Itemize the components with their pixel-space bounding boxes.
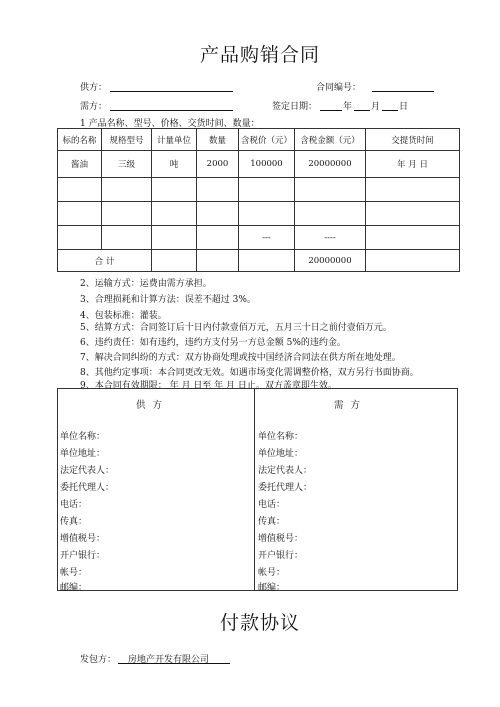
supplier-fax-field[interactable]: 传真： (60, 517, 88, 527)
table-row (58, 178, 460, 202)
supplier-label: 供方： (80, 83, 108, 93)
cell-quantity[interactable] (197, 178, 239, 202)
table-row (58, 151, 460, 178)
sign-month-line[interactable] (354, 110, 370, 111)
cell-unit[interactable] (152, 202, 197, 226)
cell-delivery-time[interactable] (366, 226, 460, 250)
header-spec: 规格型号 (102, 129, 152, 151)
contract-no-label: 合同编号： (316, 83, 362, 93)
supplier-account-field[interactable]: 帐号： (60, 568, 88, 578)
supplier-company-name-field[interactable]: 单位名称： (60, 432, 106, 442)
table-row (58, 202, 460, 226)
buyer-phone-field[interactable]: 电话： (258, 500, 286, 510)
cell-amount[interactable]: 20000000 (295, 151, 366, 178)
buyer-label: 需方： (80, 102, 108, 112)
total-empty-cell (152, 250, 197, 272)
supplier-legal-rep-field[interactable]: 法定代表人： (60, 466, 115, 476)
total-empty-cell (239, 250, 295, 272)
supplier-phone-field[interactable]: 电话： (60, 500, 88, 510)
clause-8: 8、其他约定事项：本合同更改无效。如遇市场变化需调整价格，双方另行书面协商。 (80, 368, 419, 378)
cell-unit-price[interactable] (239, 178, 295, 202)
total-value[interactable]: 20000000 (295, 250, 366, 272)
cell-amount[interactable] (295, 178, 366, 202)
signature-divider (254, 389, 255, 590)
buyer-input-line[interactable] (110, 110, 233, 111)
cell-spec[interactable] (102, 202, 152, 226)
total-empty-cell (197, 250, 239, 272)
clause-6: 6、违约责任：如有违约，违约方支付另一方总金额 5%的违约金。 (80, 338, 346, 348)
contract-title: 产品购销合同 (200, 44, 321, 66)
sign-day-label: 日 (399, 102, 409, 112)
supplier-header: 供 方 (136, 400, 165, 411)
cell-quantity[interactable] (197, 202, 239, 226)
cell-unit-price[interactable]: --- (239, 226, 295, 250)
header-quantity: 数量 (197, 129, 239, 151)
product-table (57, 128, 460, 272)
contractor-underline (118, 663, 230, 664)
total-empty-cell (366, 250, 460, 272)
header-delivery-time: 交提货时间 (366, 129, 460, 151)
cell-quantity[interactable]: 2000 (197, 151, 239, 178)
supplier-postcode-field[interactable]: 邮编： (60, 583, 88, 593)
cell-unit[interactable] (152, 178, 197, 202)
buyer-bank-field[interactable]: 开户银行： (258, 551, 304, 561)
cell-unit-price[interactable]: 100000 (239, 151, 295, 178)
clause-4: 4、包装标准：灌装。 (80, 311, 167, 321)
header-item-name: 标的名称 (58, 129, 102, 151)
cell-quantity[interactable] (197, 226, 239, 250)
cell-delivery-time[interactable] (366, 178, 460, 202)
clause-7: 7、解决合同纠纷的方式：双方协商处理或按中国经济合同法在供方所在地处理。 (80, 353, 401, 363)
cell-unit[interactable] (152, 226, 197, 250)
sign-day-line[interactable] (382, 110, 398, 111)
supplier-bank-field[interactable]: 开户银行： (60, 551, 106, 561)
clause-3: 3、合理损耗和计算方法：误差不超过 3%。 (80, 295, 256, 305)
cell-item-name[interactable] (58, 226, 102, 250)
sign-month-label: 月 (371, 102, 381, 112)
header-unit-price: 含税价（元） (239, 129, 295, 151)
header-unit: 计量单位 (152, 129, 197, 151)
cell-spec[interactable] (102, 226, 152, 250)
sign-year-label: 年 (343, 102, 353, 112)
supplier-address-field[interactable]: 单位地址： (60, 449, 106, 459)
buyer-company-name-field[interactable]: 单位名称： (258, 432, 304, 442)
clause-5: 5、结算方式：合同签订后十日内付款壹佰万元，五月三十日之前付壹佰万元。 (80, 323, 392, 333)
cell-amount[interactable] (295, 202, 366, 226)
signature-block (57, 388, 458, 591)
table-header-row (58, 129, 460, 151)
cell-amount[interactable]: ---- (295, 226, 366, 250)
table-row (58, 226, 460, 250)
cell-spec[interactable] (102, 178, 152, 202)
supplier-input-line[interactable] (110, 91, 233, 92)
buyer-agent-field[interactable]: 委托代理人： (258, 483, 313, 493)
cell-item-name[interactable] (58, 178, 102, 202)
header-amount: 含税金额（元） (295, 129, 366, 151)
cell-unit-price[interactable] (239, 202, 295, 226)
buyer-vat-no-field[interactable]: 增值税号： (258, 534, 304, 544)
cell-item-name[interactable]: 酱油 (58, 151, 102, 178)
cell-delivery-time[interactable] (366, 202, 460, 226)
cell-spec[interactable]: 三级 (102, 151, 152, 178)
payment-title: 付款协议 (220, 612, 301, 634)
cell-unit[interactable]: 吨 (152, 151, 197, 178)
sign-year-line[interactable] (320, 110, 342, 111)
clause-2: 2、运输方式：运费由需方承担。 (80, 279, 212, 289)
clause-9: 9、本合同有效期限： 年 月 日至 年 月 日止。双方盖章即生效。 (80, 381, 337, 391)
supplier-agent-field[interactable]: 委托代理人： (60, 483, 115, 493)
buyer-address-field[interactable]: 单位地址： (258, 449, 304, 459)
cell-delivery-time[interactable]: 年 月 日 (366, 151, 460, 178)
buyer-header: 需 方 (334, 400, 363, 411)
clause-1: 1 产品名称、型号、价格、交货时间、数量： (80, 119, 260, 129)
buyer-legal-rep-field[interactable]: 法定代表人： (258, 466, 313, 476)
sign-date-label: 签定日期： (272, 102, 318, 112)
contract-no-input-line[interactable] (372, 91, 434, 92)
buyer-fax-field[interactable]: 传真： (258, 517, 286, 527)
cell-item-name[interactable] (58, 202, 102, 226)
buyer-postcode-field[interactable]: 邮编： (258, 583, 286, 593)
supplier-vat-no-field[interactable]: 增值税号： (60, 534, 106, 544)
contractor-value[interactable]: 房地产开发有限公司 (128, 655, 210, 665)
total-label: 合 计 (58, 250, 152, 272)
table-total-row (58, 250, 460, 272)
buyer-account-field[interactable]: 帐号： (258, 568, 286, 578)
contractor-label: 发包方： (80, 655, 117, 665)
